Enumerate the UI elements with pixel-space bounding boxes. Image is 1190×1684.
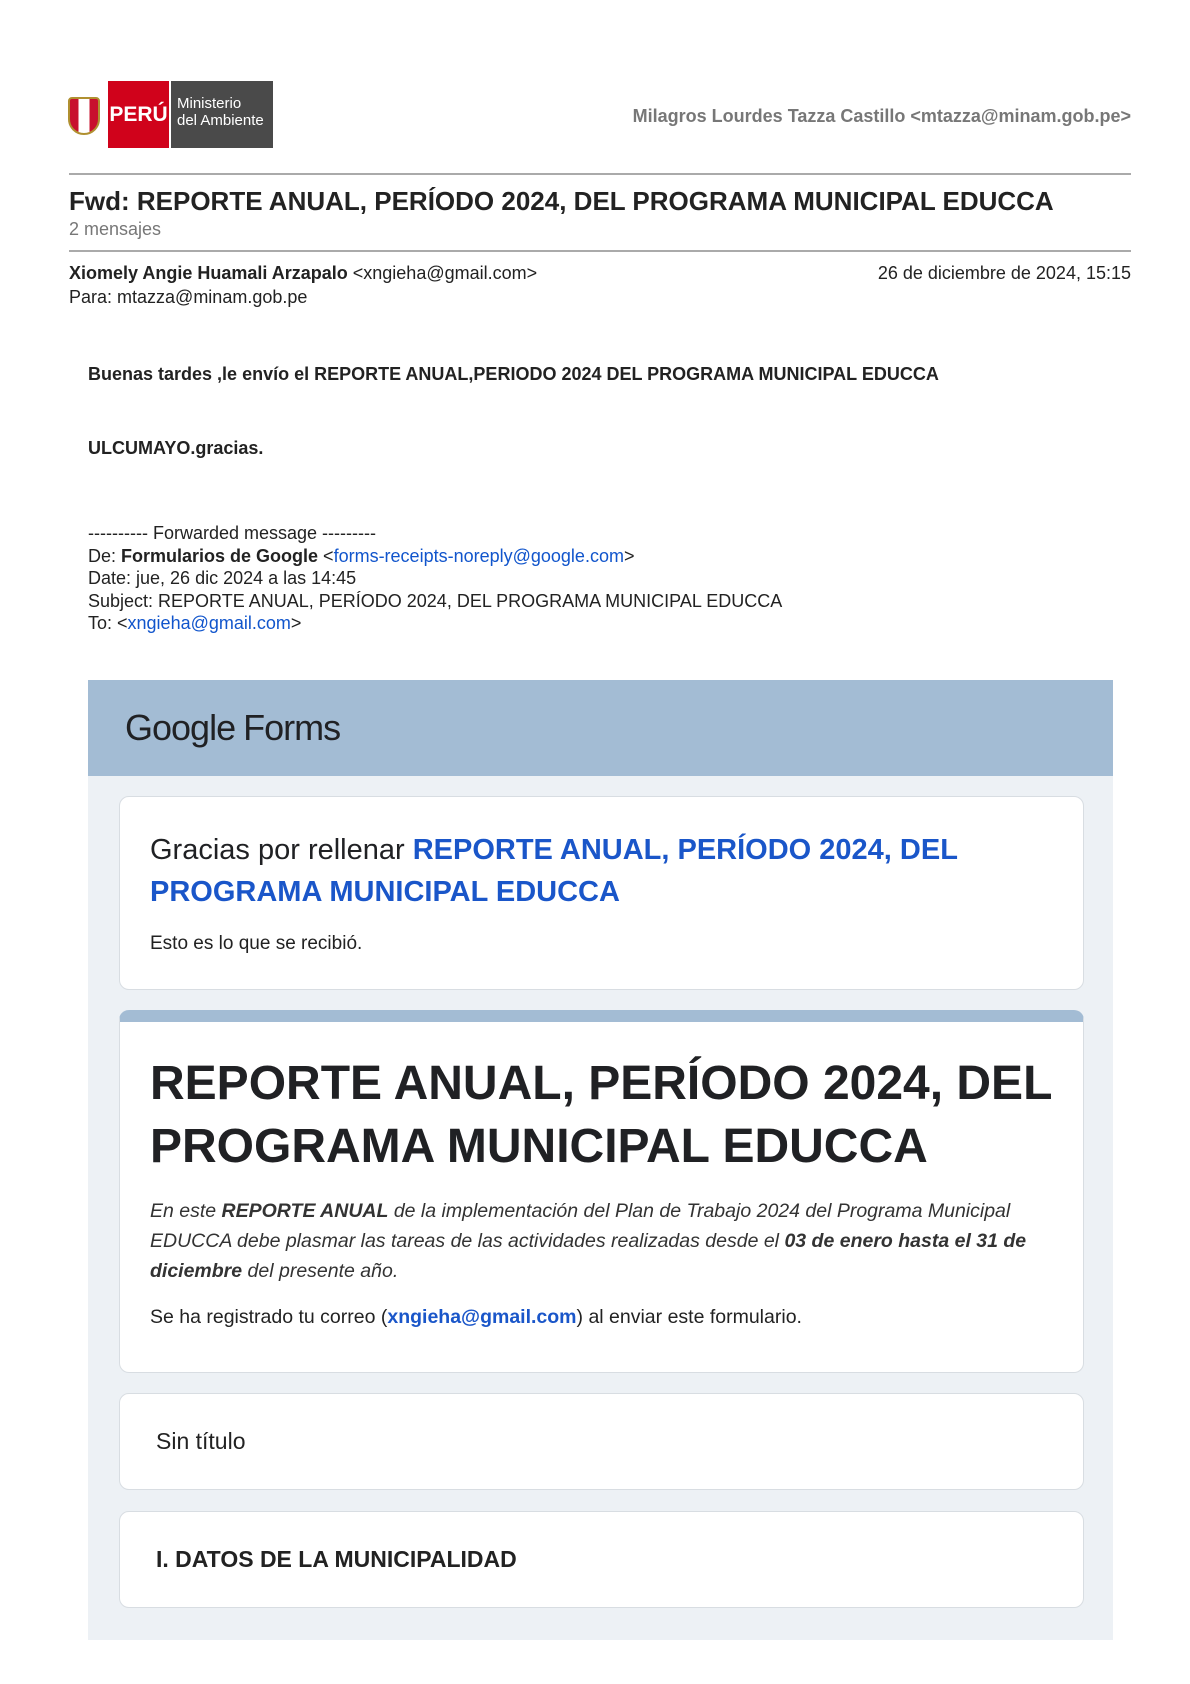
registered-email-note: Se ha registrado tu correo (xngieha@gmail.com) al enviar este formulario. [150,1306,802,1328]
form-title: REPORTE ANUAL, PERÍODO 2024, DEL PROGRAMA MUNICIPAL EDUCCA [150,1057,1052,1173]
ministry-logo [60,81,273,148]
section-municipality: I. DATOS DE LA MUNICIPALIDAD [119,1511,1084,1608]
form-name: REPORTE ANUAL, PERÍODO 2024, DEL PROGRAMA MUNICIPAL EDUCCA [150,834,958,908]
received-note: Esto es lo que se recibió. [150,933,363,954]
message-date: 26 de diciembre de 2024, 15:15 [877,263,1131,283]
account-name: Milagros Lourdes Tazza Castillo <mtazza@minam.gob.pe> [632,106,1131,126]
google-forms-logo: Google Forms [88,680,1113,776]
sender: Xiomely Angie Huamali Arzapalo <xngieha@gmail.com> [69,263,538,283]
thanks-card: Gracias por rellenar REPORTE ANUAL, PERÍODO 2024, DEL PROGRAMA MUNICIPAL EDUCCA Esto es lo que se recibió. [119,796,1084,990]
divider [69,173,1131,175]
to-email-link[interactable]: xngieha@gmail.com [127,613,291,633]
coat-of-arms-icon [60,81,108,148]
forwarded-header: ---------- Forwarded message --------- De: Formularios de Google <forms-receipts-noreply@google.com> Date: jue, 26 dic 2024 a las 14:45 Subject: REPORTE ANUAL, PERÍODO 2024, DEL PROGRAMA MUNICIPAL EDUCCA To: <xngieha@gmail.com> [88,523,783,633]
recipient: Para: mtazza@minam.gob.pe [69,287,308,307]
google-forms-receipt [88,680,1113,1640]
from-email-link[interactable]: forms-receipts-noreply@google.com [333,545,624,566]
form-header-card [119,1010,1084,1373]
message-count: 2 mensajes [69,219,162,239]
logo-country: PERÚ [108,81,171,148]
logo-ministry: Ministerio del Ambiente [171,81,273,148]
body-line: ULCUMAYO.gracias. [88,438,264,458]
section-untitled: Sin título [119,1393,1084,1490]
thread-title: Fwd: REPORTE ANUAL, PERÍODO 2024, DEL PROGRAMA MUNICIPAL EDUCCA [69,186,1054,216]
form-description: En este REPORTE ANUAL de la implementación del Plan de Trabajo 2024 del Programa Municipal EDUCCA debe plasmar las tareas de las actividades realizadas desde el 03 de enero hasta el 31 de diciembre del presente año. [150,1200,1027,1282]
body-line: Buenas tardes ,le envío el REPORTE ANUAL,PERIODO 2024 DEL PROGRAMA MUNICIPAL EDUCCA [88,364,939,384]
divider [69,250,1131,252]
